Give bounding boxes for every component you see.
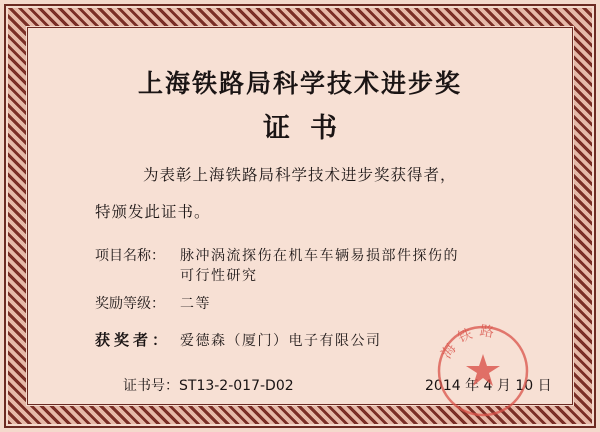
certificate-number: 证书号：ST13-2-017-D02	[123, 378, 294, 394]
project-value-line-2: 可行性研究	[180, 268, 258, 284]
certificate-subtitle: 证书	[263, 113, 357, 144]
project-label: 项目名称：	[95, 248, 165, 264]
grade-label: 奖励等级：	[95, 296, 165, 312]
body-text-line-2: 特颁发此证书。	[95, 203, 211, 221]
body-text-line-1: 为表彰上海铁路局科学技术进步奖获得者，	[143, 166, 457, 184]
official-seal-icon	[428, 316, 538, 426]
grade-value: 二等	[180, 296, 211, 312]
winner-value: 爱德森（厦门）电子有限公司	[180, 333, 382, 349]
issue-date: 2014 年 4 月 10 日	[425, 378, 552, 394]
winner-label: 获奖者：	[95, 331, 172, 349]
svg-text:海铁路: 海铁路	[438, 322, 501, 362]
project-value-line-1: 脉冲涡流探伤在机车车辆易损部件探伤的	[180, 248, 459, 264]
certificate-title: 上海铁路局科学技术进步奖	[137, 69, 462, 98]
